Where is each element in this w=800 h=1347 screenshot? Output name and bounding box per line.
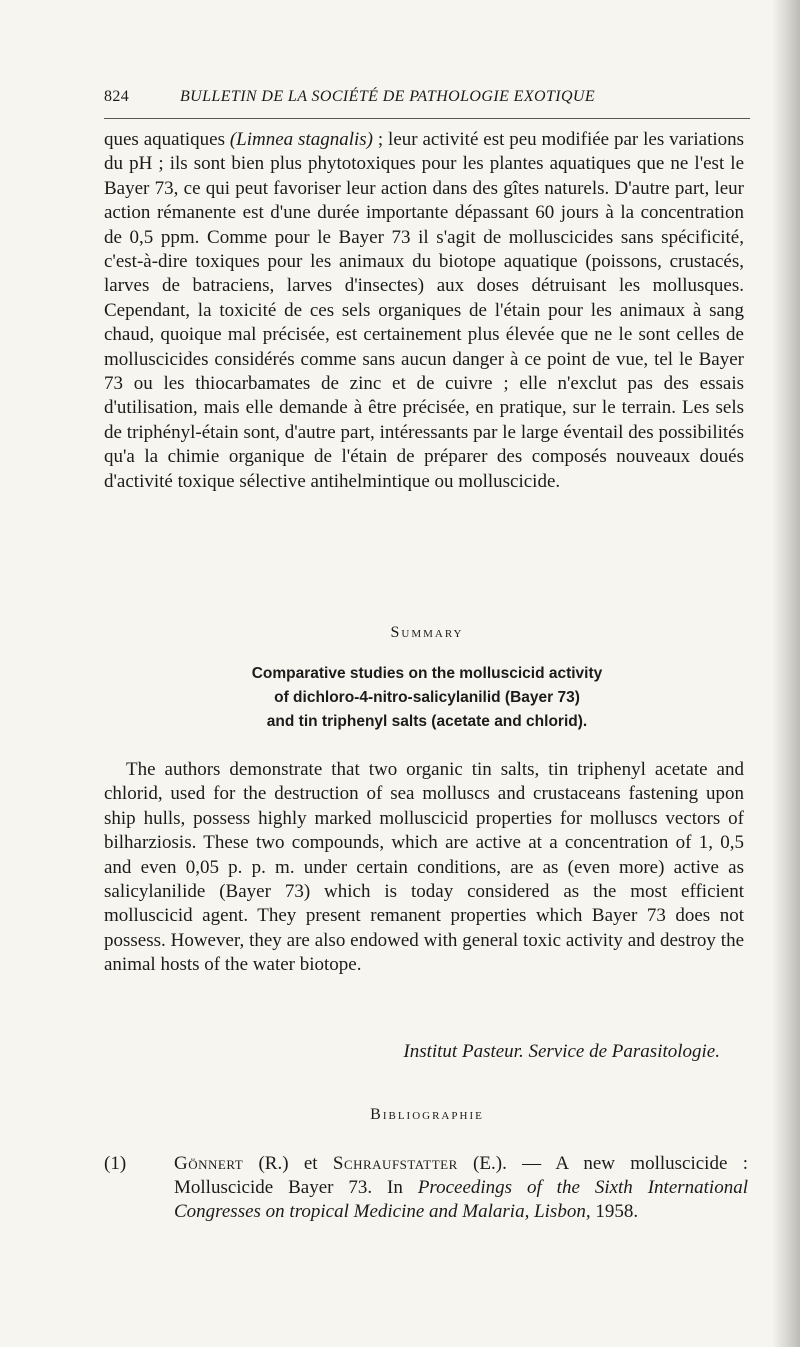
journal-title: BULLETIN DE LA SOCIÉTÉ DE PATHOLOGIE EXOTIQUE: [180, 88, 596, 105]
main-paragraph: [104, 128, 744, 494]
author-affiliation: Institut Pasteur. Service de Parasitologie.: [403, 1041, 720, 1062]
paragraph-rest: ; leur activité est peu modifiée par les variations du pH ; ils sont bien plus phytotoxiques pour les plantes aquatiques que ne l'est le Bayer 73, ce qui peut favoriser leur action dans des gîtes naturels. D'autre part, leur action rémanente est d'une durée importante dépassant 60 jours à la concentration de 0,5 ppm. Comme pour le Bayer 73 il s'agit de molluscicides sans spécificité, c'est-à-dire toxiques pour les animaux du biotope aquatique (poissons, crustacés, larves de batraciens, larves d'insectes) aux doses détruisant les mollusques. Cependant, la toxicité de ces sels organiques de l'étain pour les animaux à sang chaud, quoique mal précisée, est certainement plus élevée que ne le sont celles de molluscicides considérés comme sans aucun danger à ce point de vue, tel le Bayer 73 ou les thiocarbamates de zinc et de cuivre ; elle n'exclut pas des essais d'utilisation, mais elle demande à être précisée, en pratique, sur le terrain. Les sels de triphényl-étain sont, d'autre part, intéressants par le large éventail des possibilités qu'a la chimie organique de l'étain de préparer des composés nouveaux doués d'activité toxique sélective antihelmintique ou molluscicide.: [104, 129, 745, 492]
summary-paragraph: [104, 758, 744, 978]
summary-title-line: Comparative studies on the molluscicid activity: [251, 665, 603, 682]
entry-source: Proceedings of the Sixth International Congresses on tropical Medicine and Malaria, Lisbon,: [174, 1177, 748, 1222]
page-number: 824: [104, 88, 130, 105]
summary-title-line: of dichloro-4-nitro-salicylanilid (Bayer 73): [274, 689, 580, 706]
page-edge-shadow: [772, 0, 800, 1347]
entry-text: [174, 1152, 748, 1224]
bibliography-heading: Bibliographie: [370, 1106, 484, 1123]
summary-heading: Summary: [390, 624, 464, 641]
entry-author-2-initial: (E.). —: [457, 1153, 556, 1174]
entry-year: 1958.: [590, 1201, 639, 1222]
paragraph-start: ques aquatiques: [104, 129, 230, 150]
bibliography-list: [104, 1152, 748, 1224]
entry-author-1: Gönnert: [174, 1153, 244, 1174]
bibliography-entry: [104, 1152, 748, 1224]
summary-title: [104, 662, 750, 734]
entry-title: A new molluscicide : Molluscicide Bayer 73. In: [174, 1153, 748, 1198]
entry-number: (1): [104, 1153, 127, 1174]
summary-title-line: and tin triphenyl salts (acetate and chlorid).: [266, 713, 588, 730]
species-name: (Limnea stagnalis): [229, 129, 374, 150]
entry-author-2: Schraufstatter: [332, 1153, 458, 1174]
entry-author-1-initial: (R.) et: [243, 1153, 333, 1174]
header-rule: [104, 118, 750, 119]
summary-text: The authors demonstrate that two organic tin salts, tin triphenyl acetate and chlorid, used for the destruction of sea molluscs and crustaceans fastening upon ship hulls, possess highly marked molluscicid properties for molluscs vectors of bilharziosis. These two compounds, which are active at a concentration of 1, 0,5 and even 0,05 p. p. m. under certain conditions, are as (even more) active as salicylanilide (Bayer 73) which is today considered as the most efficient molluscicid agent. They present remanent properties which Bayer 73 does not possess. However, they are also endowed with general toxic activity and destroy the animal hosts of the water biotope.: [104, 759, 744, 976]
